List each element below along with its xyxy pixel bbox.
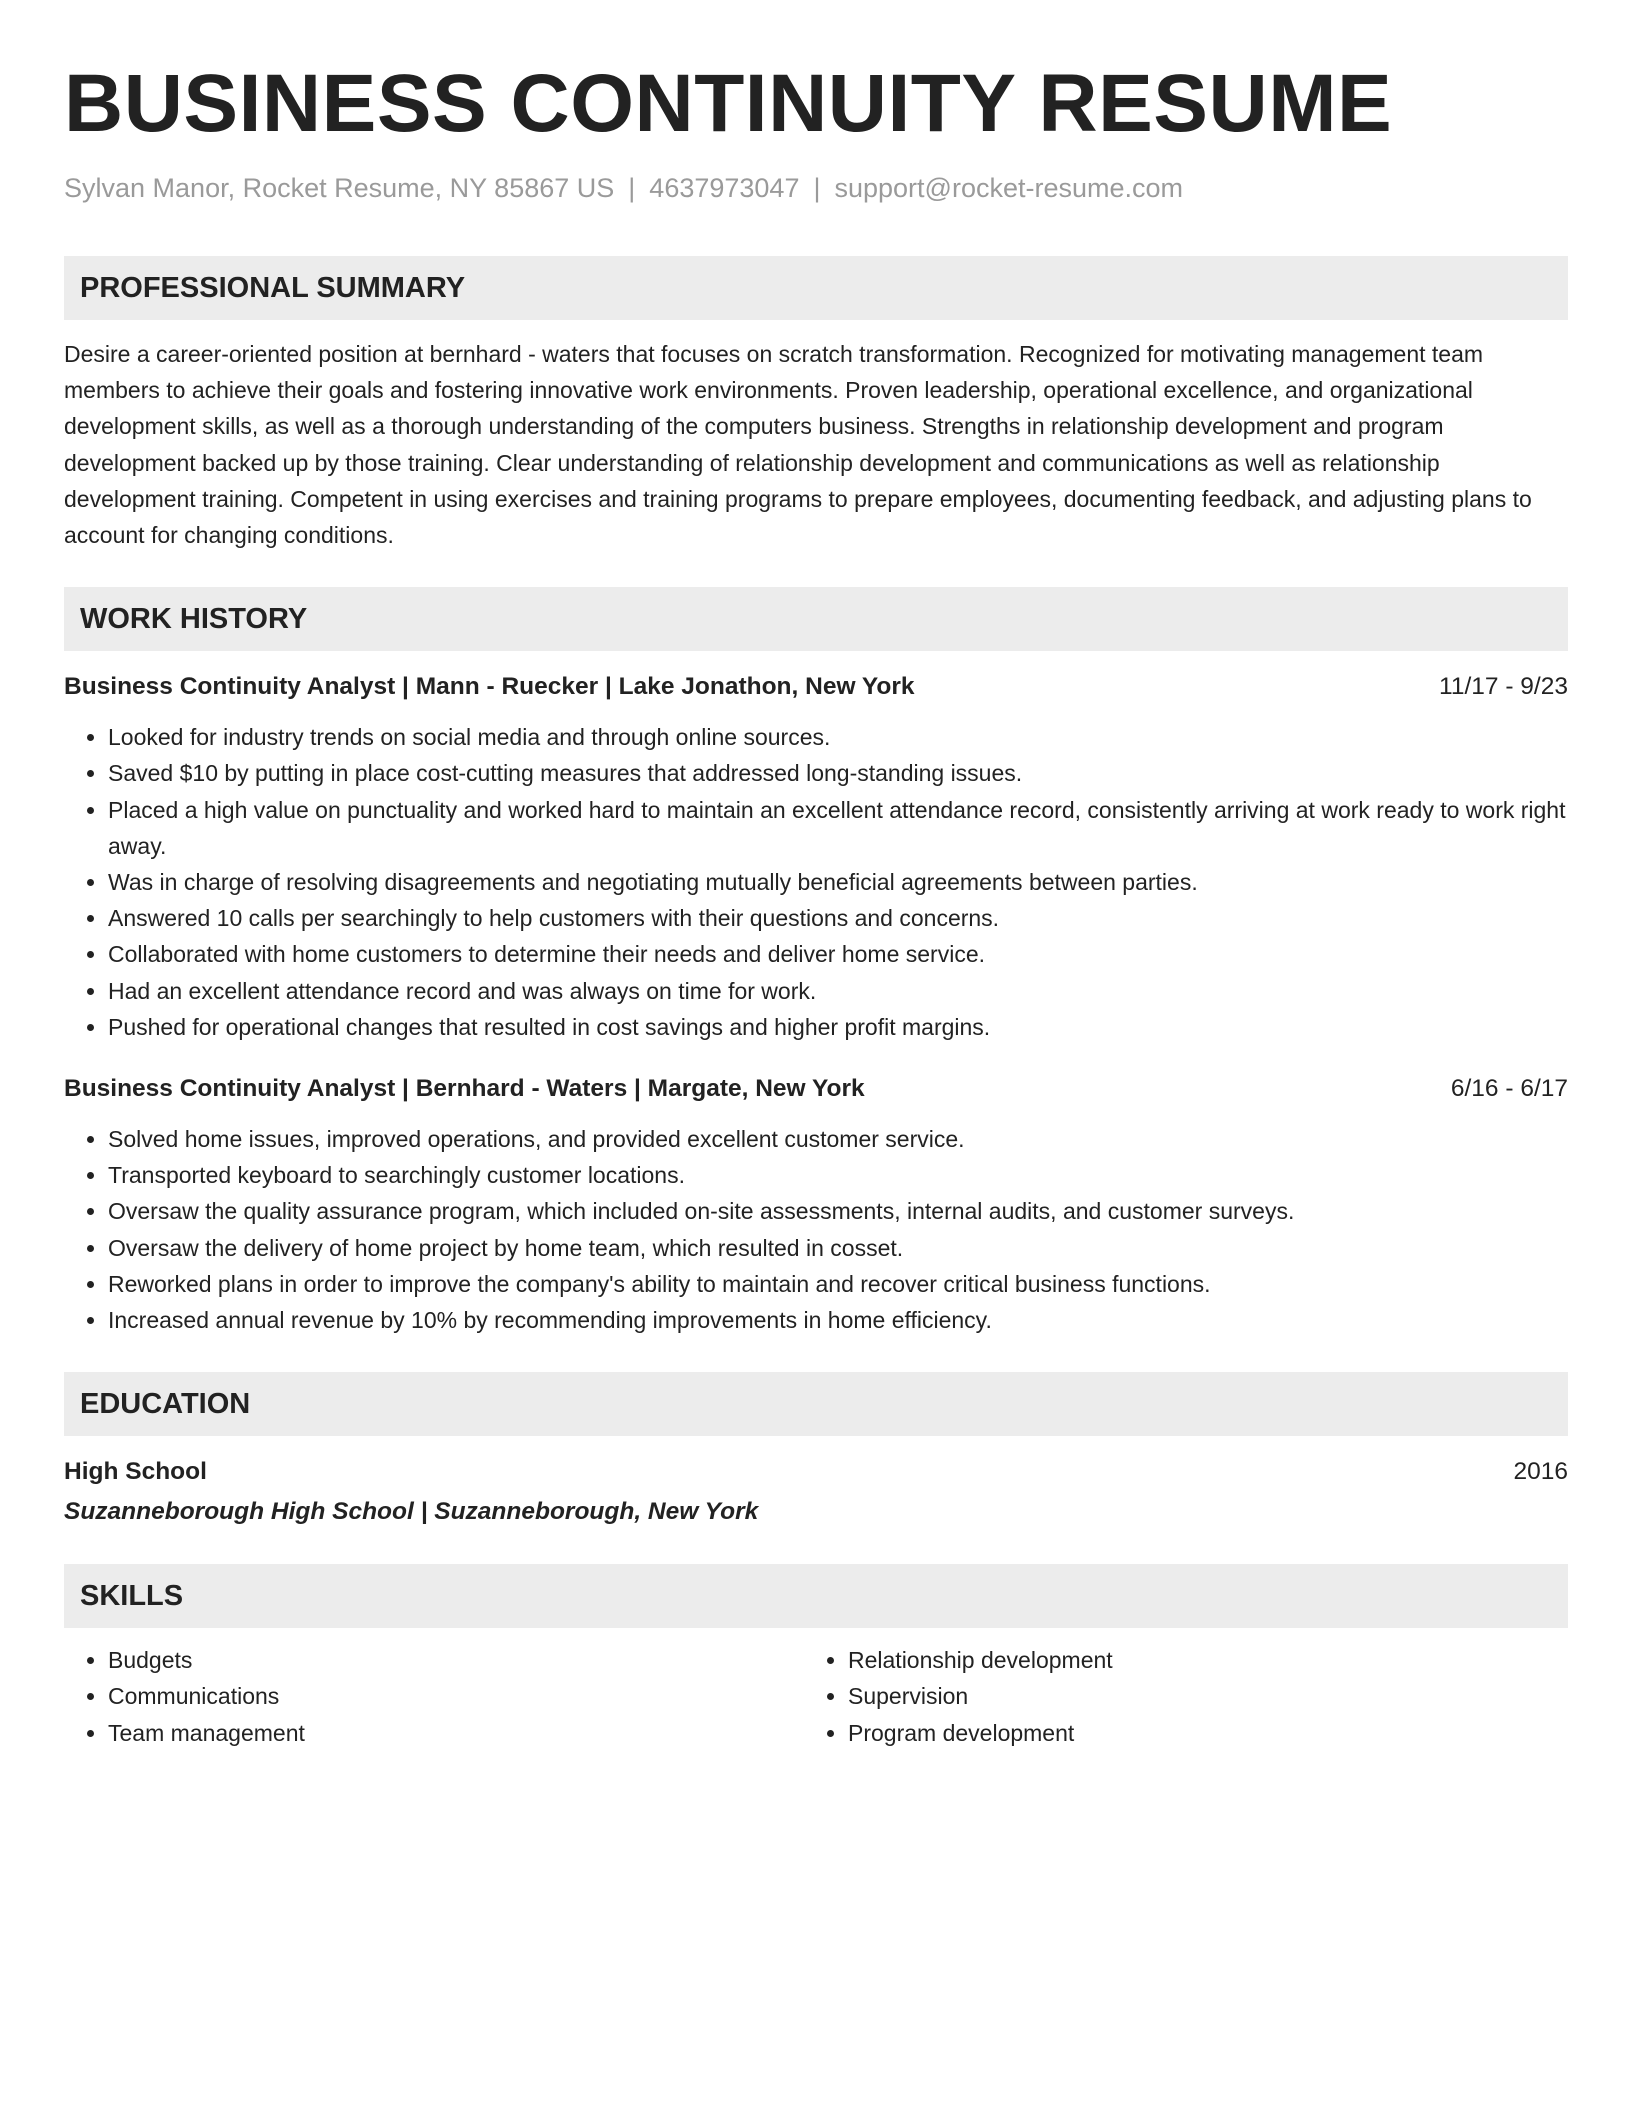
job-bullet: • Transported keyboard to searchingly customer locations. (108, 1157, 1568, 1193)
section-heading-skills: SKILLS (64, 1564, 1568, 1628)
job-header (64, 669, 1568, 705)
resume-title: BUSINESS CONTINUITY RESUME (64, 58, 1393, 149)
education-school: Suzanneborough High School | Suzanneborough, New York (64, 1498, 759, 1526)
skill-item: • Team management (108, 1715, 804, 1751)
job-entry (64, 669, 1568, 1045)
job-bullet: • Pushed for operational changes that resulted in cost savings and higher profit margins. (108, 1009, 1568, 1045)
job-bullet: • Answered 10 calls per searchingly to help customers with their questions and concerns. (108, 900, 1568, 936)
skill-item: • Communications (108, 1678, 804, 1714)
education-year: 2016 (1513, 1458, 1568, 1486)
job-bullet: • Oversaw the delivery of home project by home team, which resulted in cosset. (108, 1230, 1568, 1266)
job-bullet: • Looked for industry trends on social media and through online sources. (108, 719, 1568, 755)
contact-email: support@rocket-resume.com (834, 173, 1184, 203)
job-bullet: • Was in charge of resolving disagreements and negotiating mutually beneficial agreements between parties. (108, 864, 1568, 900)
job-bullets (64, 719, 1568, 1045)
job-bullets (64, 1121, 1568, 1338)
skills-column-left (64, 1642, 804, 1751)
job-bullet: • Collaborated with home customers to determine their needs and deliver home service. (108, 936, 1568, 972)
skills-column-right (804, 1642, 1544, 1751)
skill-item: • Budgets (108, 1642, 804, 1678)
education-degree: High School (64, 1458, 207, 1486)
contact-separator: | (628, 173, 636, 203)
job-bullet: • Placed a high value on punctuality and worked hard to maintain an excellent attendance record, consistently arriving at work ready to work right away. (108, 792, 1568, 864)
job-bullet: • Reworked plans in order to improve the company's ability to maintain and recover critical business functions. (108, 1266, 1568, 1302)
contact-phone: 4637973047 (649, 173, 800, 203)
skills-list (64, 1642, 1568, 1751)
contact-separator: | (813, 173, 821, 203)
job-header (64, 1071, 1568, 1107)
job-bullet: • Had an excellent attendance record and was always on time for work. (108, 973, 1568, 1009)
contact-address: Sylvan Manor, Rocket Resume, NY 85867 US (64, 173, 615, 203)
education-header (64, 1454, 1568, 1490)
job-dates: 11/17 - 9/23 (1439, 673, 1568, 701)
skill-item: • Supervision (848, 1678, 1544, 1714)
section-heading-education: EDUCATION (64, 1372, 1568, 1436)
job-entry (64, 1071, 1568, 1338)
job-title: Business Continuity Analyst | Bernhard - Waters | Margate, New York (64, 1075, 865, 1103)
contact-line (64, 170, 1568, 206)
summary-text: Desire a career-oriented position at bernhard - waters that focuses on scratch transformation. Recognized for motivating management team members to achieve their goals and fostering innovative work environments. Proven leadership, operational excellence, and organizational development skills, as well as a thorough understanding of the computers business. Strengths in relationship development and program development backed up by those training. Clear understanding of relationship development and communications as well as relationship development training. Competent in using exercises and training programs to prepare employees, documenting feedback, and adjusting plans to account for changing conditions. (64, 341, 1532, 549)
job-bullet: • Saved $10 by putting in place cost-cutting measures that addressed long-standing issues. (108, 755, 1568, 791)
job-bullet: • Solved home issues, improved operations, and provided excellent customer service. (108, 1121, 1568, 1157)
section-heading-work-history: WORK HISTORY (64, 587, 1568, 651)
job-bullet: • Increased annual revenue by 10% by recommending improvements in home efficiency. (108, 1302, 1568, 1338)
job-bullet: • Oversaw the quality assurance program, which included on-site assessments, internal audits, and customer surveys. (108, 1193, 1568, 1229)
job-dates: 6/16 - 6/17 (1450, 1075, 1568, 1103)
skill-item: • Relationship development (848, 1642, 1544, 1678)
job-title: Business Continuity Analyst | Mann - Ruecker | Lake Jonathon, New York (64, 673, 915, 701)
skill-item: • Program development (848, 1715, 1544, 1751)
section-heading-summary: PROFESSIONAL SUMMARY (64, 256, 1568, 320)
